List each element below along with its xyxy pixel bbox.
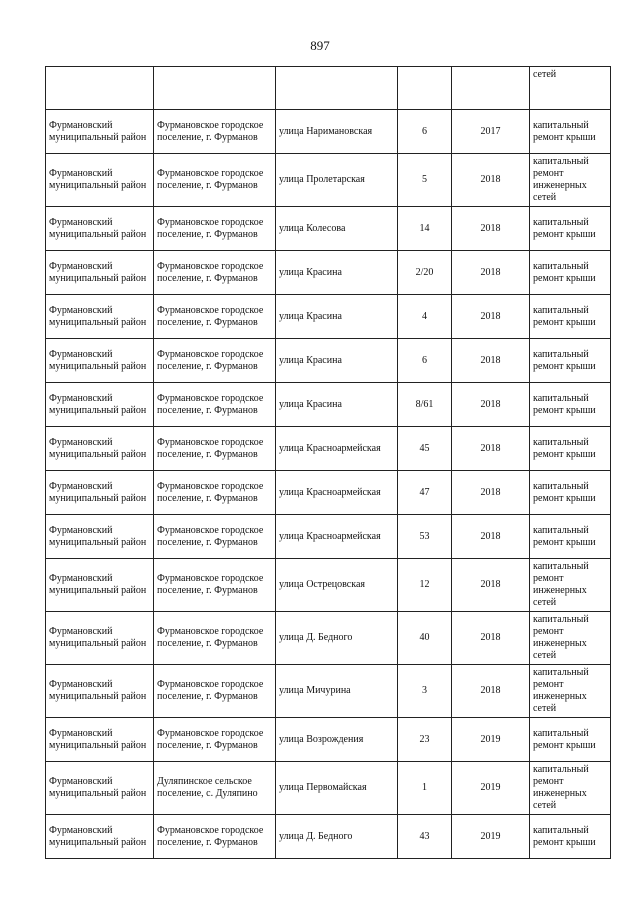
table-row [46,762,611,815]
street-cell: улица Красина [276,339,398,383]
settlement-cell: Фурмановское городское поселение, г. Фурманов [154,665,276,718]
house-cell: 53 [398,515,452,559]
street-cell: улица Пролетарская [276,154,398,207]
district-cell: Фурмановский муниципальный район [46,207,154,251]
year-cell: 2019 [452,762,530,815]
house-cell: 14 [398,207,452,251]
settlement-cell: Дуляпинское сельское поселение, с. Дуляпино [154,762,276,815]
year-cell: 2019 [452,815,530,859]
work-type-cell: капитальный ремонт инженерных сетей [530,665,611,718]
registry-table [45,66,611,859]
table-row [46,471,611,515]
work-type-cell: капитальный ремонт крыши [530,383,611,427]
settlement-cell: Фурмановское городское поселение, г. Фурманов [154,383,276,427]
table-row [46,251,611,295]
year-cell: 2018 [452,665,530,718]
table-row [46,612,611,665]
district-cell: Фурмановский муниципальный район [46,383,154,427]
settlement-cell: Фурмановское городское поселение, г. Фурманов [154,251,276,295]
work-type-cell: капитальный ремонт инженерных сетей [530,762,611,815]
table-row [46,665,611,718]
district-cell: Фурмановский муниципальный район [46,154,154,207]
registry-table-body [46,67,611,859]
district-cell: Фурмановский муниципальный район [46,471,154,515]
street-cell: улица Красина [276,251,398,295]
settlement-cell [154,67,276,110]
house-cell: 47 [398,471,452,515]
street-cell: улица Мичурина [276,665,398,718]
settlement-cell: Фурмановское городское поселение, г. Фурманов [154,612,276,665]
settlement-cell: Фурмановское городское поселение, г. Фурманов [154,110,276,154]
street-cell [276,67,398,110]
work-type-cell: капитальный ремонт крыши [530,471,611,515]
table-row [46,110,611,154]
house-cell: 23 [398,718,452,762]
year-cell: 2018 [452,612,530,665]
house-cell: 40 [398,612,452,665]
district-cell: Фурмановский муниципальный район [46,612,154,665]
year-cell: 2017 [452,110,530,154]
table-row [46,515,611,559]
street-cell: улица Красина [276,295,398,339]
work-type-cell: капитальный ремонт крыши [530,207,611,251]
street-cell: улица Возрождения [276,718,398,762]
year-cell: 2018 [452,339,530,383]
district-cell: Фурмановский муниципальный район [46,815,154,859]
street-cell: улица Первомайская [276,762,398,815]
district-cell: Фурмановский муниципальный район [46,665,154,718]
table-row [46,427,611,471]
table-row [46,339,611,383]
year-cell: 2019 [452,718,530,762]
street-cell: улица Наримановская [276,110,398,154]
work-type-cell: капитальный ремонт инженерных сетей [530,612,611,665]
house-cell [398,67,452,110]
work-type-cell: капитальный ремонт крыши [530,339,611,383]
house-cell: 2/20 [398,251,452,295]
settlement-cell: Фурмановское городское поселение, г. Фурманов [154,207,276,251]
street-cell: улица Д. Бедного [276,815,398,859]
work-type-cell: сетей [530,67,611,110]
table-row [46,815,611,859]
settlement-cell: Фурмановское городское поселение, г. Фурманов [154,718,276,762]
work-type-cell: капитальный ремонт крыши [530,515,611,559]
year-cell: 2018 [452,515,530,559]
work-type-cell: капитальный ремонт крыши [530,251,611,295]
district-cell: Фурмановский муниципальный район [46,427,154,471]
district-cell: Фурмановский муниципальный район [46,515,154,559]
year-cell: 2018 [452,471,530,515]
house-cell: 6 [398,339,452,383]
district-cell [46,67,154,110]
district-cell: Фурмановский муниципальный район [46,762,154,815]
settlement-cell: Фурмановское городское поселение, г. Фурманов [154,339,276,383]
work-type-cell: капитальный ремонт крыши [530,427,611,471]
table-row [46,207,611,251]
table-row [46,559,611,612]
house-cell: 43 [398,815,452,859]
year-cell: 2018 [452,207,530,251]
page-number: 897 [310,38,330,53]
year-cell: 2018 [452,559,530,612]
work-type-cell: капитальный ремонт инженерных сетей [530,559,611,612]
year-cell: 2018 [452,154,530,207]
year-cell: 2018 [452,295,530,339]
work-type-cell: капитальный ремонт крыши [530,718,611,762]
work-type-cell: капитальный ремонт крыши [530,295,611,339]
settlement-cell: Фурмановское городское поселение, г. Фурманов [154,427,276,471]
work-type-cell: капитальный ремонт крыши [530,110,611,154]
house-cell: 1 [398,762,452,815]
settlement-cell: Фурмановское городское поселение, г. Фурманов [154,515,276,559]
work-type-cell: капитальный ремонт крыши [530,815,611,859]
street-cell: улица Острецовская [276,559,398,612]
district-cell: Фурмановский муниципальный район [46,559,154,612]
district-cell: Фурмановский муниципальный район [46,339,154,383]
district-cell: Фурмановский муниципальный район [46,110,154,154]
year-cell: 2018 [452,383,530,427]
district-cell: Фурмановский муниципальный район [46,295,154,339]
table-row [46,718,611,762]
district-cell: Фурмановский муниципальный район [46,251,154,295]
year-cell: 2018 [452,427,530,471]
table-row [46,154,611,207]
work-type-cell: капитальный ремонт инженерных сетей [530,154,611,207]
street-cell: улица Красноармейская [276,427,398,471]
street-cell: улица Красноармейская [276,515,398,559]
settlement-cell: Фурмановское городское поселение, г. Фурманов [154,295,276,339]
house-cell: 3 [398,665,452,718]
district-cell: Фурмановский муниципальный район [46,718,154,762]
house-cell: 12 [398,559,452,612]
house-cell: 4 [398,295,452,339]
settlement-cell: Фурмановское городское поселение, г. Фурманов [154,154,276,207]
table-row [46,295,611,339]
house-cell: 8/61 [398,383,452,427]
settlement-cell: Фурмановское городское поселение, г. Фурманов [154,815,276,859]
table-row [46,67,611,110]
year-cell [452,67,530,110]
table-row [46,383,611,427]
settlement-cell: Фурмановское городское поселение, г. Фурманов [154,471,276,515]
house-cell: 6 [398,110,452,154]
house-cell: 45 [398,427,452,471]
year-cell: 2018 [452,251,530,295]
street-cell: улица Красина [276,383,398,427]
house-cell: 5 [398,154,452,207]
street-cell: улица Красноармейская [276,471,398,515]
settlement-cell: Фурмановское городское поселение, г. Фурманов [154,559,276,612]
street-cell: улица Колесова [276,207,398,251]
street-cell: улица Д. Бедного [276,612,398,665]
